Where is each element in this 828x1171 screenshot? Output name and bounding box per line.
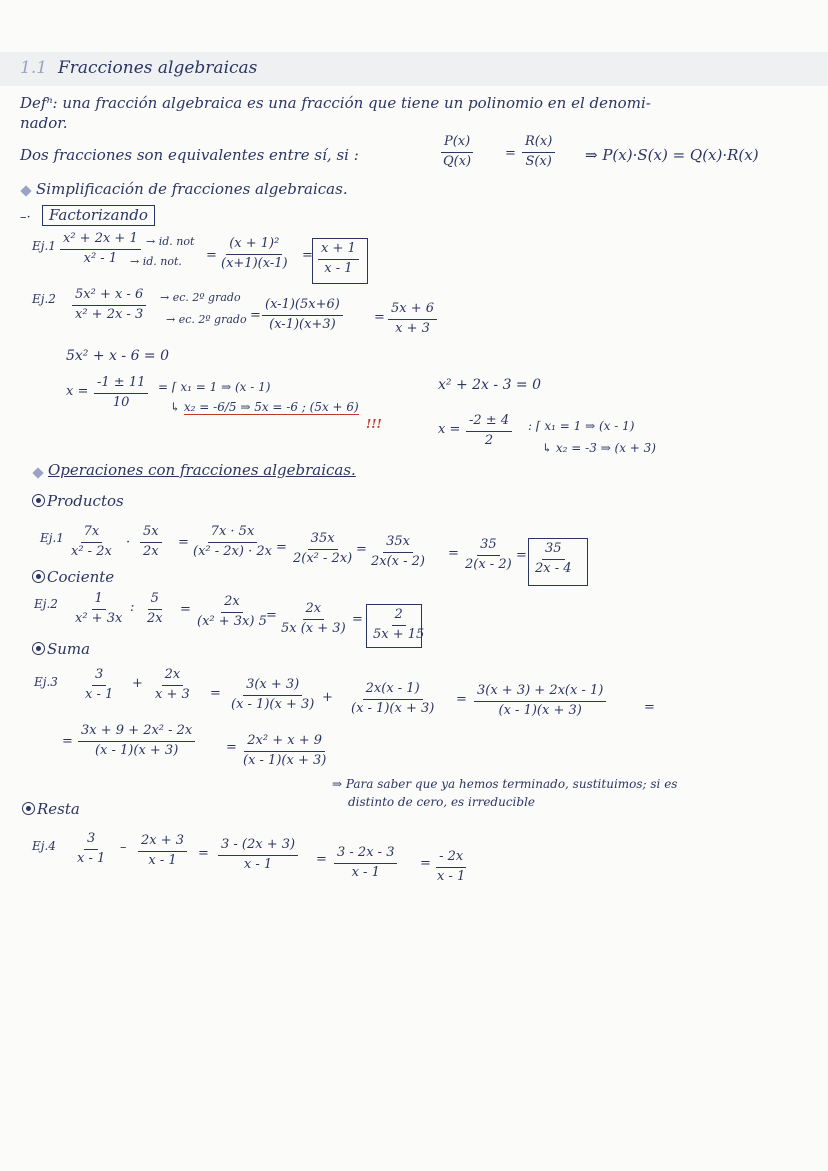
irreducible-note-1: ⇒ Para saber que ya hemos terminado, sustituimos; si es — [332, 777, 678, 791]
numerator: 3x + 9 + 2x² - 2x — [78, 724, 195, 742]
denominator: 2x — [143, 543, 159, 559]
denominator: (x+1)(x-1) — [221, 255, 288, 271]
solution-b-fraction — [466, 414, 512, 449]
numerator: 35 — [477, 538, 500, 556]
numerator: 35x — [383, 535, 413, 553]
equals-sign: = — [266, 608, 277, 623]
irreducible-note-2: distinto de cero, es irreducible — [348, 795, 536, 809]
prod-result — [532, 542, 575, 577]
circle-bullet-icon — [22, 802, 35, 815]
label-text: Productos — [47, 492, 124, 510]
circle-bullet-icon — [32, 642, 45, 655]
numerator: -2 ± 4 — [466, 414, 512, 432]
numerator: 1 — [92, 592, 106, 610]
denominator: x² + 2x - 3 — [75, 306, 144, 322]
example-2-label: Ej.2 — [32, 292, 56, 306]
ej2-result — [388, 302, 437, 337]
equals-sign: = — [250, 308, 261, 323]
label-text: Cociente — [47, 568, 115, 586]
sub-bullet-icon: –· — [20, 210, 31, 225]
ej1-fraction — [60, 232, 141, 267]
suma-fraction-b — [152, 668, 193, 703]
denominator: (x - 1)(x + 3) — [231, 696, 315, 712]
equivalence-text: Dos fracciones son equivalentes entre sí, si : — [20, 146, 359, 164]
resta-fraction-d — [334, 846, 397, 881]
denominator: x² - 2x — [71, 543, 112, 559]
resta-fraction-a — [74, 832, 108, 867]
suma-fraction-a — [82, 668, 116, 703]
denominator: 2 — [484, 432, 494, 448]
equals-sign: = — [420, 856, 431, 871]
equals-sign: = — [178, 535, 189, 550]
denominator: x - 1 — [351, 864, 380, 880]
prod-fraction-c — [190, 525, 275, 560]
resta-example-label: Ej.4 — [32, 839, 56, 853]
equals-sign: = — [180, 602, 191, 617]
coc-fraction-d — [278, 602, 349, 637]
root-1-text: x₁ = 1 ⇒ (x - 1) — [180, 380, 271, 394]
suma-example-label: Ej.3 — [34, 675, 58, 689]
prod-fraction-e — [368, 535, 428, 570]
denominator: 5x + 15 — [373, 626, 425, 642]
circle-bullet-icon — [32, 570, 45, 583]
equals-sign: = — [516, 548, 527, 563]
denominator: (x² - 2x) · 2x — [193, 543, 272, 559]
numerator: 5x + 6 — [388, 302, 437, 320]
ej1-result — [318, 242, 359, 277]
divide-sign: : — [130, 600, 135, 615]
denominator: (x² + 3x) 5 — [197, 613, 267, 629]
denominator: x - 1 — [243, 856, 273, 872]
ej2-note-d: → ec. 2º grado — [166, 313, 247, 326]
equals-sign: = — [210, 686, 221, 701]
suma-fraction-d — [348, 682, 437, 717]
numerator: 35 — [542, 542, 565, 560]
denominator: (x - 1)(x + 3) — [243, 752, 327, 768]
numerator: 2x — [162, 668, 184, 686]
example-1-label: Ej.1 — [32, 239, 56, 253]
coc-fraction-a — [72, 592, 125, 627]
label-text: Resta — [37, 800, 80, 818]
numerator: -1 ± 11 — [94, 376, 148, 394]
cociente-label — [32, 570, 114, 585]
equals-sign: = — [356, 542, 367, 557]
equals-sign: = — [226, 740, 237, 755]
numerator: x + 1 — [318, 242, 359, 260]
prod-example-label: Ej.1 — [40, 531, 64, 545]
numerator: 5x — [140, 525, 162, 543]
cross-product-rule: ⇒ P(x)·S(x) = Q(x)·R(x) — [585, 146, 759, 164]
root-2-text: x₂ = -3 ⇒ (x + 3) — [555, 441, 656, 455]
coc-fraction-c — [194, 595, 270, 630]
bullet-icon — [20, 185, 31, 196]
suma-fraction-f — [78, 724, 195, 759]
solution-a-root-1: = ⌈ x₁ = 1 ⇒ (x - 1) — [158, 380, 271, 394]
denominator: (x - 1)(x + 3) — [351, 700, 435, 716]
section-number: 1.1 — [20, 58, 48, 78]
denominator: S(x) — [525, 153, 552, 169]
definition-line-2: nador. — [20, 114, 68, 132]
denominator: 10 — [112, 394, 130, 410]
equals-sign: = — [456, 692, 467, 707]
equals-sign: = — [374, 310, 385, 325]
ej1-note-d: → id. not. — [130, 255, 182, 268]
solution-b-lhs: x = — [438, 422, 461, 437]
fraction-r-s — [522, 135, 555, 170]
numerator: 3(x + 3) + 2x(x - 1) — [474, 684, 606, 702]
numerator: 7x — [81, 525, 103, 543]
ej2-note-n: → ec. 2º grado — [160, 291, 241, 304]
numerator: 7x · 5x — [208, 525, 258, 543]
ej2-fraction-2 — [262, 298, 343, 333]
solution-a-lhs: x = — [66, 384, 89, 399]
numerator: 3 — [84, 832, 98, 850]
minus-sign: – — [120, 840, 127, 855]
numerator: (x + 1)² — [226, 237, 282, 255]
suma-fraction-e — [474, 684, 606, 719]
numerator: R(x) — [522, 135, 555, 153]
denominator: 2x — [147, 610, 163, 626]
label-text: Suma — [47, 640, 91, 658]
circle-bullet-icon — [32, 494, 45, 507]
equals-sign: = — [644, 700, 655, 715]
denominator: 2(x² - 2x) — [293, 550, 353, 566]
numerator: x² + 2x + 1 — [60, 232, 141, 250]
equals-sign: = — [198, 846, 209, 861]
productos-label — [32, 494, 124, 509]
equals-sign: = — [448, 546, 459, 561]
denominator: x + 3 — [155, 686, 190, 702]
denominator: x - 1 — [77, 850, 106, 866]
root-2-text: x₂ = -6/5 ⇒ 5x = -6 ; (5x + 6) — [183, 400, 359, 414]
denominator: x - 1 — [85, 686, 114, 702]
operations-heading: Operaciones con fracciones algebraicas. — [48, 461, 356, 479]
ej1-fraction-2 — [218, 237, 291, 272]
coc-example-label: Ej.2 — [34, 597, 58, 611]
suma-label — [32, 642, 90, 657]
equals-sign: = — [316, 852, 327, 867]
prod-fraction-a — [68, 525, 115, 560]
numerator: (x-1)(5x+6) — [262, 298, 343, 316]
resta-label — [22, 802, 80, 817]
numerator: 2x — [303, 602, 325, 620]
prod-fraction-d — [290, 532, 355, 567]
equals-sign: = — [352, 612, 363, 627]
numerator: 2x + 3 — [138, 834, 187, 852]
denominator: x - 1 — [148, 852, 177, 868]
numerator: 3 - (2x + 3) — [218, 838, 298, 856]
prod-fraction-b — [140, 525, 162, 560]
root-1-text: x₁ = 1 ⇒ (x - 1) — [544, 419, 635, 433]
equals-sign: = — [62, 734, 73, 749]
solution-a-root-2: ↳ x₂ = -6/5 ⇒ 5x = -6 ; (5x + 6) — [170, 400, 359, 414]
coc-fraction-b — [144, 592, 166, 627]
solution-a-fraction — [94, 376, 148, 411]
exclamation-marks: !!! — [366, 417, 382, 431]
resta-result — [434, 850, 468, 885]
ej2-fraction — [72, 288, 146, 323]
simplification-heading: Simplificación de fracciones algebraicas. — [36, 180, 348, 198]
numerator: 3(x + 3) — [243, 678, 302, 696]
numerator: 5 — [148, 592, 162, 610]
numerator: 2x² + x + 9 — [244, 734, 325, 752]
times-sign: · — [126, 535, 131, 550]
plus-sign: + — [132, 676, 143, 691]
suma-fraction-c — [228, 678, 317, 713]
numerator: - 2x — [436, 850, 466, 868]
equals-sign: = — [505, 146, 516, 161]
numerator: 3 - 2x - 3 — [334, 846, 397, 864]
denominator: x - 1 — [324, 260, 353, 276]
definition-line-1: Defⁿ: una fracción algebraica es una fracción que tiene un polinomio en el denomi- — [20, 94, 651, 112]
denominator: (x - 1)(x + 3) — [94, 742, 179, 758]
equals-sign: = — [302, 248, 313, 263]
factorizando-label: Factorizando — [42, 205, 155, 226]
quadratic-b: x² + 2x - 3 = 0 — [438, 377, 542, 393]
ej1-note-n: → id. not — [146, 235, 195, 248]
prod-fraction-f — [462, 538, 515, 573]
fraction-p-q — [440, 135, 474, 170]
denominator: x + 3 — [395, 320, 430, 336]
numerator: 3 — [92, 668, 106, 686]
resta-fraction-c — [218, 838, 298, 873]
resta-fraction-b — [138, 834, 187, 869]
numerator: P(x) — [441, 135, 473, 153]
denominator: (x - 1)(x + 3) — [498, 702, 582, 718]
denominator: Q(x) — [443, 153, 472, 169]
solution-b-root-2: ↳ x₂ = -3 ⇒ (x + 3) — [542, 441, 656, 455]
suma-result — [240, 734, 329, 769]
denominator: (x-1)(x+3) — [269, 316, 336, 332]
denominator: 5x (x + 3) — [281, 620, 346, 636]
page-title: Fracciones algebraicas — [58, 58, 258, 78]
denominator: 2x - 4 — [535, 560, 572, 576]
coc-result — [370, 608, 427, 643]
plus-sign: + — [322, 690, 333, 705]
denominator: x² - 1 — [83, 250, 118, 266]
equals-sign: = — [276, 540, 287, 555]
equals-sign: = — [206, 248, 217, 263]
quadratic-a: 5x² + x - 6 = 0 — [66, 348, 170, 364]
numerator: 5x² + x - 6 — [72, 288, 146, 306]
denominator: 2(x - 2) — [465, 556, 512, 572]
denominator: 2x(x - 2) — [371, 553, 426, 569]
numerator: 2x(x - 1) — [363, 682, 423, 700]
numerator: 2x — [221, 595, 243, 613]
solution-b-root-1: : ⌈ x₁ = 1 ⇒ (x - 1) — [528, 419, 635, 433]
numerator: 2 — [392, 608, 406, 626]
denominator: x² + 3x — [75, 610, 123, 626]
denominator: x - 1 — [437, 868, 466, 884]
numerator: 35x — [308, 532, 338, 550]
bullet-icon — [32, 467, 43, 478]
